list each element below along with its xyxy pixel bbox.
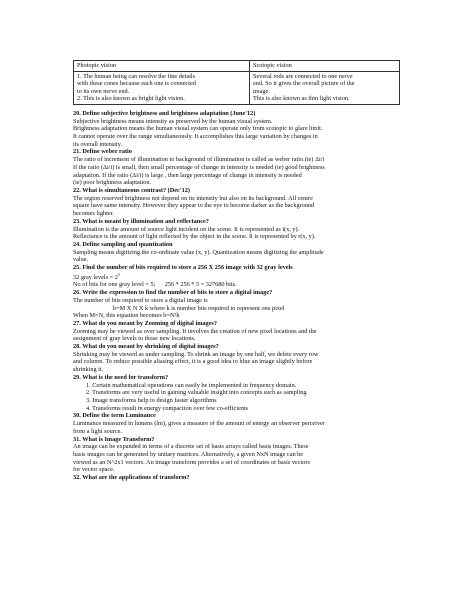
question-32-title: 32. What are the applications of transform? (73, 474, 190, 482)
cell-line: Several rods are connected to one nerve (253, 72, 353, 80)
table-cell-scotopic (250, 71, 400, 104)
answer-line: Reflectance is the amount of light reflected by the object in the scene. It is represented by r(x, y). (73, 233, 316, 241)
answer-line: Subjective brightness means intensity as preserved by the human visual system. (73, 117, 273, 125)
question-24-title: 24. Define sampling and quantization (73, 240, 173, 248)
question-25-title: 25. Find the number of bits required to store a 256 X 256 image with 32 gray levels (73, 264, 293, 272)
answer-line: from a light source. (73, 427, 122, 435)
answer-line: Shrinking may be viewed as under sampling. To shrink an image by one half, we delete every row (73, 350, 319, 358)
table-cell-photopic (74, 71, 250, 104)
gray-levels-exponent: 5 (117, 271, 120, 277)
answer-line: Sampling means digitizing the co-ordinate value (x, y). Quantization means digitizing the amplitude (73, 248, 324, 256)
cell-line: to its own nerve end. (77, 87, 130, 95)
question-26-title: 26. Write the expression to find the number of bits to store a digital image? (73, 289, 273, 297)
bits-line: No of bits for one gray level = 5; 256 * 256 * 5 = 327680 bits. (73, 281, 237, 289)
answer-line: basis images can be generated by unitary matrices. Alternatively, a given NxN image can be (73, 450, 304, 458)
list-item: 3. Image transforms help to design faster algorithms (86, 396, 217, 404)
answer-line: value. (73, 256, 89, 264)
answer-line: The number of bits required to store a digital image is (73, 296, 208, 304)
question-31-title: 31. What is Image Transform? (73, 435, 155, 443)
cell-line: with these cones because each one is connected (77, 80, 196, 88)
question-29-title: 29. What is the need for transform? (73, 373, 169, 381)
question-27-title: 27. What do you meant by Zooming of digital images? (73, 319, 217, 327)
cell-line: end. So it gives the overall picture of the (253, 80, 355, 88)
answer-line: An image can be expanded in terms of a discrete set of basis arrays called basis images. These (73, 443, 309, 451)
answer-line: shrinking it. (73, 366, 104, 374)
answer-line: When M=N, this equation becomes b=N²k (73, 312, 180, 320)
cell-line: 1. The human being can resolve the fine details (77, 72, 196, 80)
formula-line: b=M X N X k where k is number bits required to represent one pixel (113, 304, 285, 312)
cell-line: 2. This is also known as bright light vision. (77, 95, 185, 103)
table-header-row (74, 61, 400, 72)
answer-line: for vector space. (73, 466, 115, 474)
answer-line: adaptation. If the ratio (Δi/i) is large , then large percentage of change in intensity is needed (73, 171, 302, 179)
document-content (73, 60, 403, 482)
table-row (74, 71, 400, 104)
answer-line: Brightness adaptation means the human visual system can operate only from scotopic to glare limit. (73, 125, 323, 133)
question-30-title: 30. Define the term Luminance (73, 412, 156, 420)
answer-line: becomes lighter. (73, 210, 114, 218)
list-item: 1. Certain mathematical operations can easily be implemented in frequency domain. (86, 381, 297, 389)
answer-line: Illumination is the amount of source light incident on the scene. It is represented as i(x, y). (73, 225, 300, 233)
answer-line: If the ratio (Δi/i) is small, then small percentage of change in intensity is needed (ie) good brightness (73, 163, 325, 171)
question-22-title: 22. What is simultaneous contrast? (Dec'12) (73, 187, 190, 194)
answer-line: It cannot operate over the range simultaneously. It accomplishes this large variation by changes in (73, 133, 318, 141)
gray-levels-line (73, 271, 403, 282)
answer-line: its overall intensity. (73, 140, 123, 148)
gray-levels-text: 32 gray levels = 2 (73, 273, 118, 281)
answer-line: viewed as an N^2x1 vectors. An image transform provides a set of coordinates or basis vectors (73, 458, 310, 466)
vision-comparison-table (73, 60, 400, 105)
question-23-title: 23. What is meant by illumination and reflectance? (73, 217, 209, 225)
question-28-title: 28. What do you meant by shrinking of digital images? (73, 343, 219, 351)
question-20-title: 20. Define subjective brightness and brightness adaptation (June'12) (73, 109, 256, 117)
answer-line: assignment of gray levels to those new locations. (73, 335, 196, 343)
list-item: 2. Transforms are very useful in gaining valuable insight into concepts such as sampling (86, 389, 307, 397)
answer-line: The region reserved brightness not depend on its intensity but also on its background. All centre (73, 194, 313, 202)
answer-line: Luminance measured in lumens (lm), gives a measure of the amount of energy an observer perceiver (73, 420, 325, 428)
cell-line: image. (253, 87, 270, 95)
table-header-scotopic: Scotopic vision (250, 61, 400, 72)
question-21-title: 21. Define weber ratio (73, 148, 132, 156)
cell-line: This is also known as thin light vision. (253, 95, 350, 103)
answer-line: square have same intensity. However they appear to the eye to become darker as the background (73, 202, 315, 210)
answer-line: and column. To reduce possible aliasing effect, it is a good idea to blue an image slightly before (73, 358, 313, 366)
list-item: 4. Transforms result in energy compaction over few co-efficients (86, 404, 249, 412)
answer-line: The ratio of increment of illumination to background of illumination is called as weber ratio.(ie) Δi/i (73, 156, 325, 164)
table-header-photopic: Photopic vision (74, 61, 250, 72)
answer-line: (ie) poor brightness adaptation. (73, 179, 152, 187)
answer-line: Zooming may be viewed as over sampling. It involves the creation of new pixel locations and the (73, 327, 317, 335)
